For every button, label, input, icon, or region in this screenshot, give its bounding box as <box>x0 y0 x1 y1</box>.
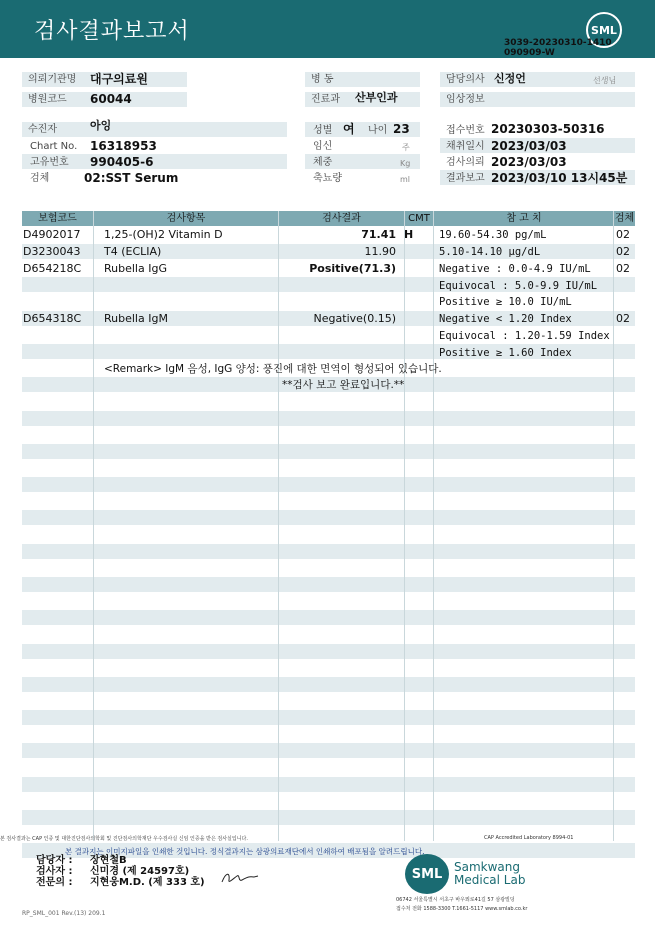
remark-text: <Remark> IgM 음성, IgG 양성: 풍진에 대한 면역이 형성되어 있습니다. <box>104 363 442 375</box>
weight-label: 체중 <box>313 157 333 168</box>
row-item: T4 (ECLIA) <box>104 245 162 258</box>
pregnancy-label: 임신 <box>313 141 333 152</box>
patient-value: 아잉 <box>90 119 112 132</box>
row-specimen: 02 <box>616 262 630 275</box>
idno-value: 990405-6 <box>90 155 154 169</box>
institution-value: 대구의료원 <box>90 72 148 86</box>
request-value: 2023/03/03 <box>491 155 567 169</box>
chart-no-value: 16318953 <box>90 139 157 153</box>
row-specimen: 02 <box>616 245 630 258</box>
patient-label: 수진자 <box>22 122 287 137</box>
collect-value: 2023/03/03 <box>491 139 567 153</box>
doctor-value: 신정언 <box>494 72 526 85</box>
specialist-value: 지현웅M.D. (제 333 호) <box>90 877 205 888</box>
lab-phone: 접수처 전화 1588-3300 T.1661-5117 www.smlab.co.kr <box>396 906 528 912</box>
urine-unit: ml <box>400 175 411 184</box>
table-row-stripe <box>22 710 635 725</box>
samkwang-logo-icon: SML <box>405 854 449 894</box>
doctor-label: 담당의사 <box>440 72 635 87</box>
pregnancy-unit: 주 <box>402 143 410 152</box>
row-ref: Positive ≥ 1.60 Index <box>439 347 572 359</box>
col-header-item: 검사항목 <box>166 213 206 224</box>
dept-label: 진료과 <box>305 92 420 107</box>
tester-value: 신미경 (제 24597호) <box>90 866 190 877</box>
age-value: 23 <box>393 122 410 136</box>
table-row-stripe <box>22 577 635 592</box>
table-row-stripe <box>22 477 635 492</box>
form-code: RP_SML_001 Rev.(13) 209.1 <box>22 910 106 917</box>
row-item: Rubella IgG <box>104 262 167 275</box>
specialist-label: 전문의 : <box>36 877 73 888</box>
accreditation-note: 본 검사결과는 CAP 인증 및 대한진단검사의학회 및 진단검사의학재단 우수검사실 신임 인증을 받은 검사실입니다. <box>0 836 248 842</box>
age-label: 나이 <box>368 125 388 136</box>
row-ref: 5.10-14.10 μg/dL <box>439 246 541 258</box>
row-result: 11.90 <box>364 245 396 258</box>
lab-address: 06742 서울특별시 서초구 바우뫼로41길 57 삼광빌딩 <box>396 897 515 903</box>
column-divider <box>93 211 94 841</box>
sex-label: 성별 <box>313 125 333 136</box>
row-specimen: 02 <box>616 228 630 241</box>
row-result: 71.41 <box>361 228 396 241</box>
row-ref: Equivocal : 1.20-1.59 Index <box>439 330 610 342</box>
hospital-code-label: 병원코드 <box>22 92 187 107</box>
idno-label: 고유번호 <box>30 157 69 168</box>
receipt-value: 20230303-50316 <box>491 122 605 136</box>
table-row-stripe <box>22 411 635 426</box>
column-divider <box>433 211 434 841</box>
table-row-stripe <box>22 810 635 825</box>
col-header-cmt: CMT <box>408 213 430 224</box>
row-ref: Negative : 0.0-4.9 IU/mL <box>439 263 591 275</box>
chart-no-label: Chart No. <box>30 141 78 152</box>
official-copy-notice: 본 결과지는 이미지파일을 인쇄한 것입니다. 정식결과지는 삼광의료재단에서 인쇄하여 배포됨을 알려드립니다. <box>65 847 425 856</box>
cap-accreditation: CAP Accredited Laboratory 8994-01 <box>484 835 574 841</box>
lab-name: Samkwang Medical Lab <box>454 860 526 887</box>
row-ref: Equivocal : 5.0-9.9 IU/mL <box>439 280 598 292</box>
row-result: Positive(71.3) <box>309 262 396 275</box>
col-header-code: 보험코드 <box>38 213 77 224</box>
table-row-stripe <box>22 677 635 692</box>
column-divider <box>613 211 614 841</box>
weight-unit: Kg <box>400 159 411 168</box>
column-divider <box>278 211 279 841</box>
row-code: D4902017 <box>23 228 81 241</box>
row-cmt-flag: H <box>404 228 414 241</box>
report-label: 결과보고 <box>446 173 485 184</box>
table-row-stripe <box>22 743 635 758</box>
row-code: D3230043 <box>23 245 81 258</box>
col-header-result: 검사결과 <box>322 213 361 224</box>
table-row-stripe <box>22 777 635 792</box>
manager-label: 담당자 : <box>36 855 73 866</box>
receipt-label: 접수번호 <box>446 125 485 136</box>
col-header-specimen: 검체 <box>614 213 635 224</box>
row-ref: Positive ≥ 10.0 IU/mL <box>439 296 572 308</box>
sml-logo-icon: SML <box>586 12 622 48</box>
table-row-stripe <box>22 444 635 459</box>
row-code: D654218C <box>23 262 82 275</box>
row-code: D654318C <box>23 312 82 325</box>
sex-value: 여 <box>343 122 355 136</box>
report-title: 검사결과보고서 <box>34 19 190 44</box>
hospital-code-value: 60044 <box>90 92 132 106</box>
specimen-value: 02:SST Serum <box>84 171 179 185</box>
clinical-info-label: 임상정보 <box>440 92 635 107</box>
row-ref: 19.60-54.30 pg/mL <box>439 229 547 241</box>
row-result: Negative(0.15) <box>313 312 396 325</box>
institution-label: 의뢰기관명 <box>22 72 187 87</box>
table-row-stripe <box>22 544 635 559</box>
row-item: 1,25-(OH)2 Vitamin D <box>104 228 223 241</box>
dept-value: 산부인과 <box>355 91 398 104</box>
signature-icon <box>220 868 260 886</box>
row-item: Rubella IgM <box>104 312 168 325</box>
column-divider <box>404 211 405 841</box>
manager-value: 장현철B <box>90 855 127 866</box>
request-label: 검사의뢰 <box>446 157 485 168</box>
table-row-stripe <box>22 610 635 625</box>
table-row-stripe <box>22 510 635 525</box>
row-ref: Negative < 1.20 Index <box>439 313 572 325</box>
ward-label: 병 동 <box>305 72 420 87</box>
report-value: 2023/03/10 13시45분 <box>491 171 628 185</box>
col-header-ref: 참 고 치 <box>506 213 542 224</box>
tester-label: 검사자 : <box>36 866 73 877</box>
collect-label: 채취일시 <box>446 141 485 152</box>
table-row-stripe <box>22 644 635 659</box>
document-id: 3039-20230310-1410 090909-W <box>504 38 612 58</box>
urine-label: 축뇨량 <box>313 173 342 184</box>
report-complete-text: **검사 보고 완료입니다.** <box>282 379 405 391</box>
row-specimen: 02 <box>616 312 630 325</box>
doctor-suffix: 선생님 <box>593 76 617 85</box>
specimen-label: 검체 <box>30 173 50 184</box>
